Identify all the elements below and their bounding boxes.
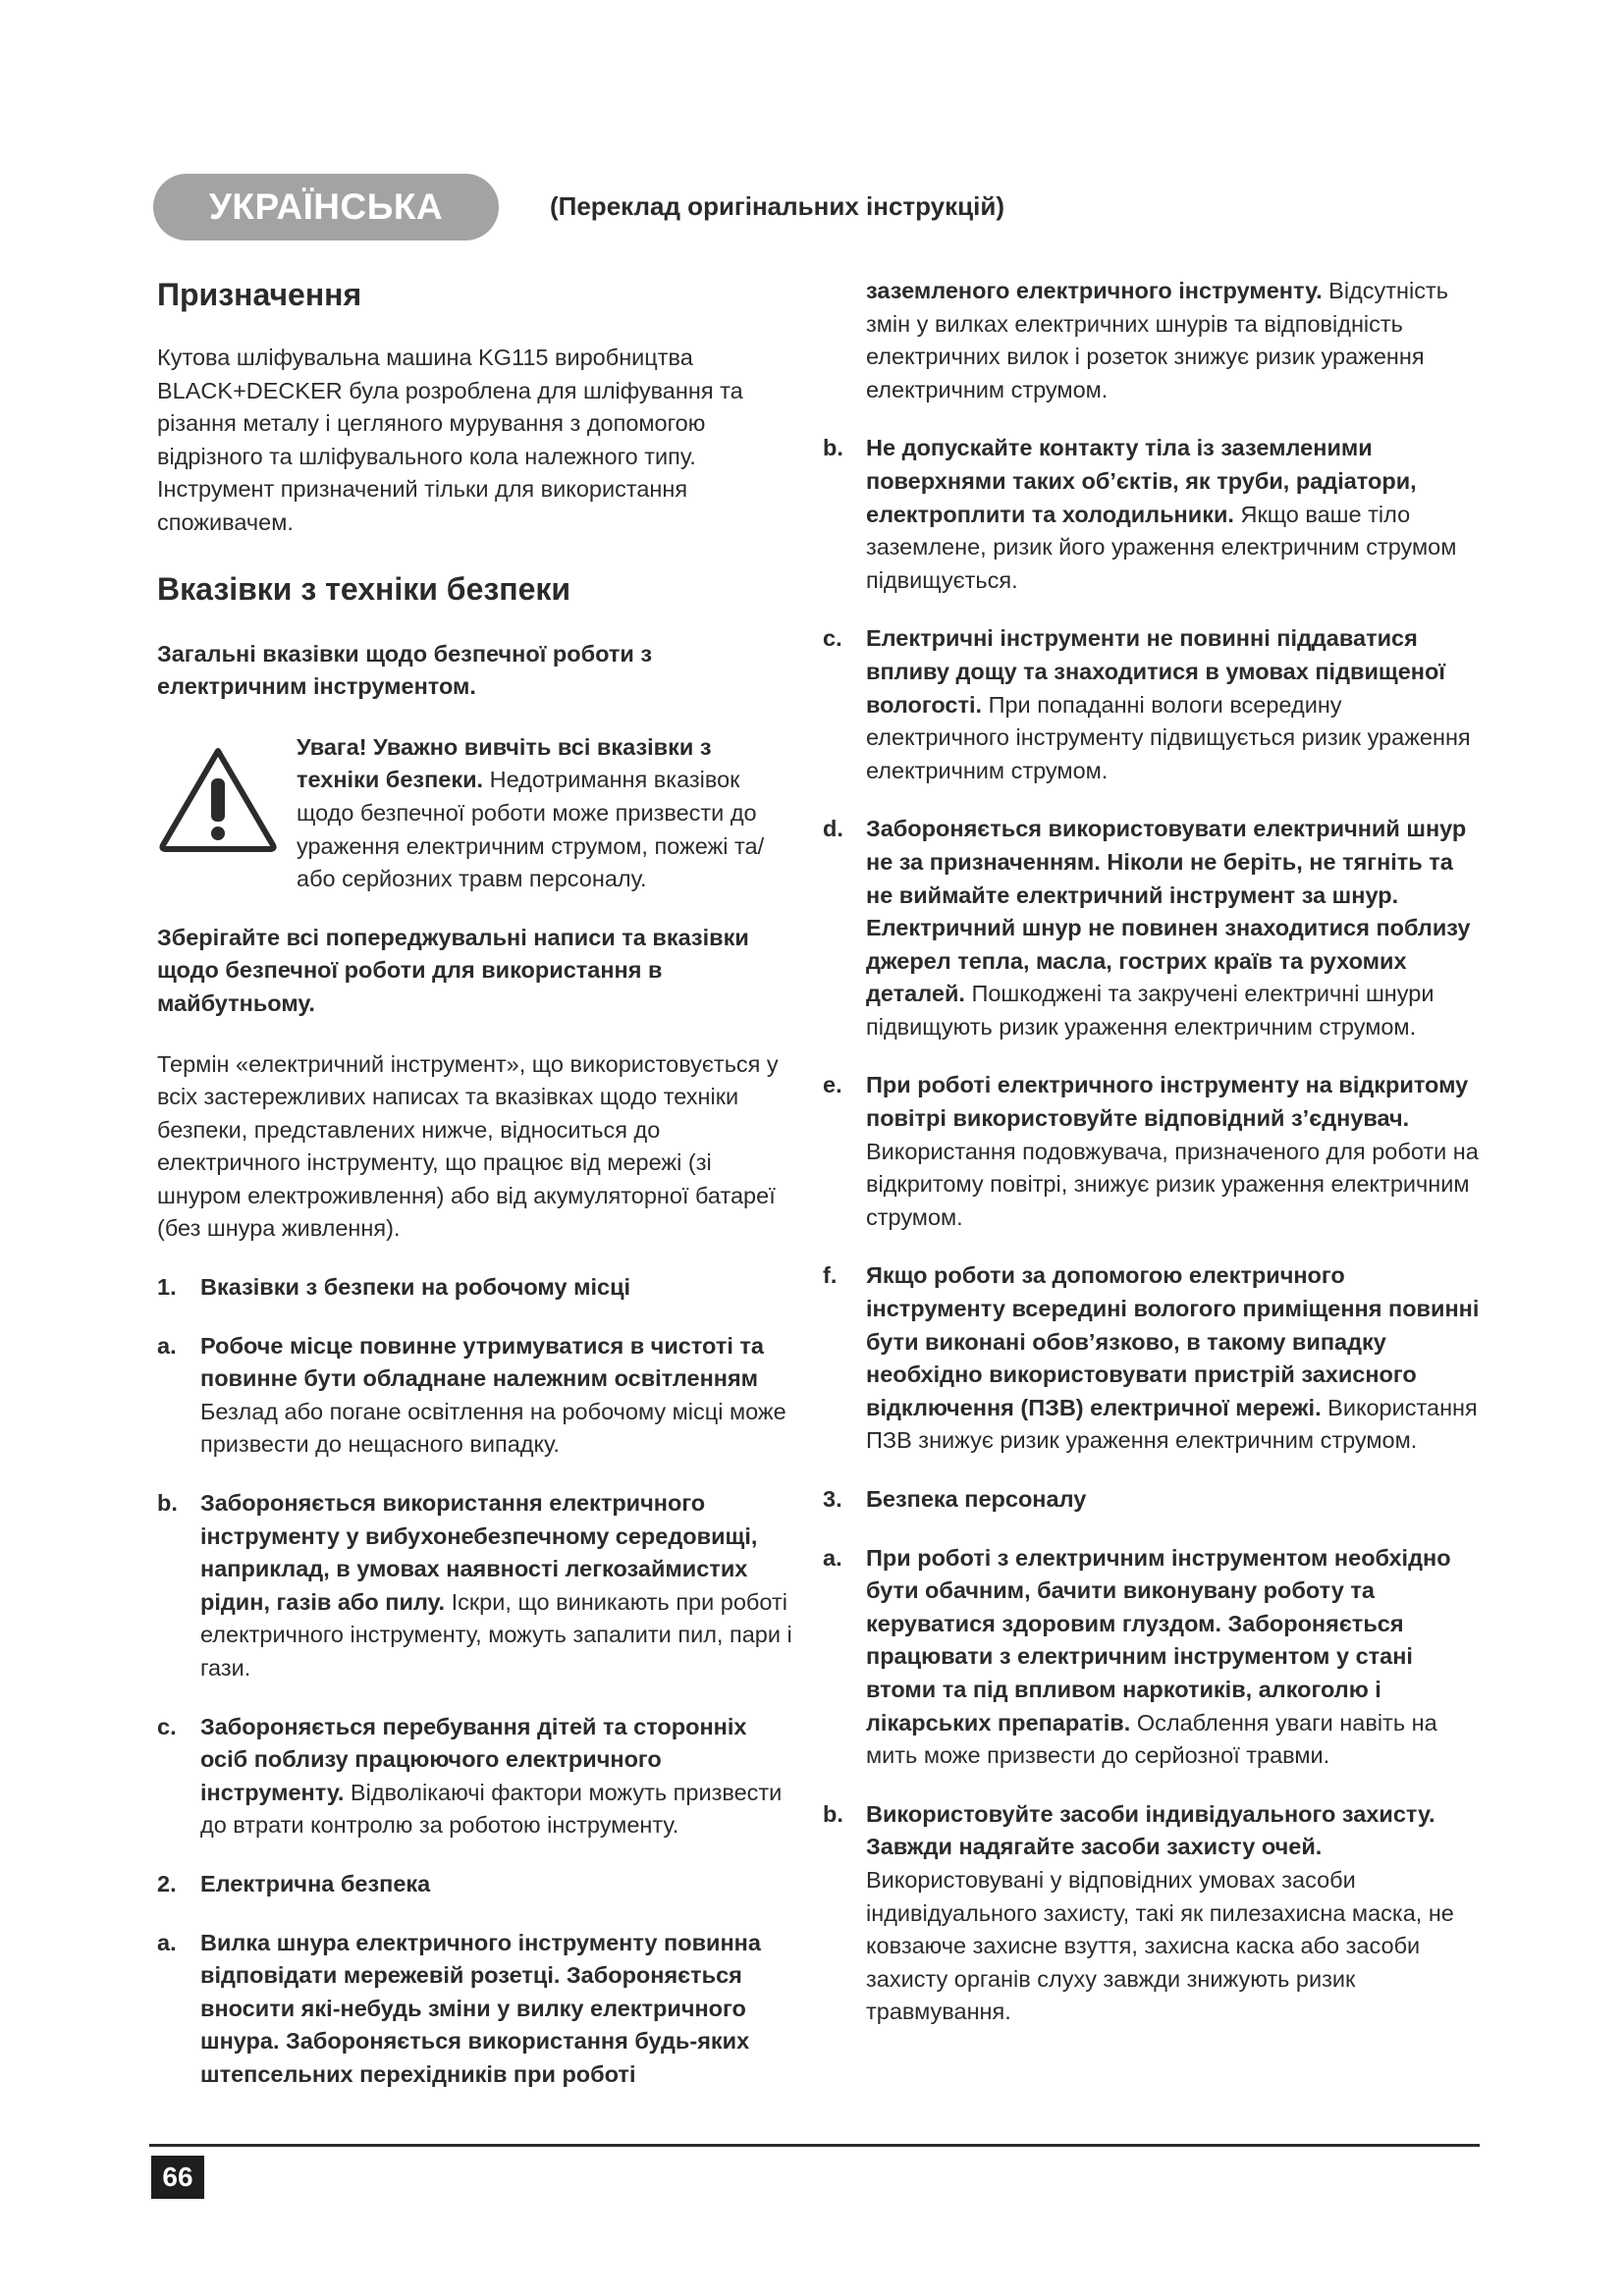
list-item: a. При роботі з електричним інструментом необхідно бути обачним, бачити виконувану роботу та керуватися здоровим глуздом. Забороняється працювати з електричним інструментом у стані втоми та під впливом наркотиків, алкоголю і лікарських препаратів. Ослаблення уваги навіть на мить може призвести до серйозної травми. — [823, 1544, 1451, 1769]
translation-subtitle: (Переклад оригінальних інструкцій) — [550, 191, 1004, 221]
list-item: b. Не допускайте контакту тіла із заземленими поверхнями таких об’єктів, як труби, радіатори, електроплити та холодильники. Якщо ваше тіло заземлене, ризик його ураження електричним струмом підвищується. — [823, 435, 1457, 593]
footer-divider — [149, 2144, 1480, 2147]
general-safety-title: Загальні вказівки щодо безпечної роботи з електричним інструментом. — [157, 640, 653, 700]
term-definition-text: Термін «електричний інструмент», що використовується у всіх застережливих написах та вказівках щодо техніки безпеки, представлених нижче, відноситься до електричного інструменту, що працює від мережі (зі шнуром електроживлення) або від акумуляторної батареї (без шнура живлення). — [157, 1050, 779, 1242]
keep-instructions-title: Зберігайте всі попереджувальні написи та вказівки щодо безпечної роботи для використання в майбутньому. — [157, 924, 749, 1016]
list-item: b. Використовуйте засоби індивідуального захисту. Завжди надягайте засоби захисту очей. Використовувані у відповідних умовах засоби індивідуального захисту, такі як пилезахисна маска, не ковзаюче захисне взуття, захисна каска або засоби захисту органів слуху завжди знижують ризик травмування. — [823, 1800, 1454, 2025]
purpose-text: Кутова шліфувальна машина KG115 виробництва BLACK+DECKER була розроблена для шліфування та різання металу і цегляного мурування з допомогою відрізного та шліфувального кола належного типу. Інструмент призначений тільки для використання споживачем. — [157, 345, 743, 535]
section-1-heading: 1. Вказівки з безпеки на робочому місці — [157, 1274, 631, 1301]
page-number: 66 — [151, 2156, 204, 2199]
left-column — [157, 275, 795, 2092]
list-item: c. Електричні інструменти не повинні піддаватися впливу дощу та знаходитися в умовах підвищеної вологості. При попаданні вологи всередину електричного інструменту підвищується ризик ураження електричним струмом. — [823, 625, 1471, 783]
list-item: d. Забороняється використовувати електричний шнур не за призначенням. Ніколи не беріть, не тягніть та не виймайте електричний інструмент за шнур. Електричний шнур не повинен знаходитися поблизу джерел тепла, масла, гострих країв та рухомих деталей. Пошкоджені та закручені електричні шнури підвищують ризик ураження електричним струмом. — [823, 816, 1471, 1040]
right-column — [823, 275, 1481, 2029]
list-item: e. При роботі електричного інструменту на відкритому повітрі використовуйте відповідний з’єднувач. Використання подовжувача, призначеного для роботи на відкритому повітрі, знижує ризик ураження електричним струмом. — [823, 1072, 1479, 1230]
list-item: a. Робоче місце повинне утримуватися в чистоті та повинне бути обладнане належним освітленням Безлад або погане освітлення на робочому місці може призвести до нещасного випадку. — [157, 1332, 786, 1458]
list-item: f. Якщо роботи за допомогою електричного інструменту всередині вологого приміщення повинні бути виконані обов’язково, в такому випадку необхідно використовувати пристрій захисного відключення (ПЗВ) електричної мережі. Використання ПЗВ знижує ризик ураження електричним струмом. — [823, 1262, 1480, 1454]
list-item-continued: заземленого електричного інструменту. Відсутність змін у вилках електричних шнурів та відповідність електричних вилок і розеток знижує ризик ураження електричним струмом. — [866, 278, 1448, 402]
list-item: a. Вилка шнура електричного інструменту повинна відповідати мережевій розетці. Забороняється вносити які-небудь зміни у вилку електричного шнура. Забороняється використання будь-яких штепсельних перехідників при роботі — [157, 1929, 761, 2087]
list-item: c. Забороняється перебування дітей та сторонніх осіб поблизу працюючого електричного інструменту. Відволікаючі фактори можуть призвести до втрати контролю за роботою інструменту. — [157, 1713, 783, 1839]
language-badge: УКРАЇНСЬКА — [153, 174, 499, 240]
warning-block — [157, 731, 795, 896]
warning-text: Увага! Уважно вивчіть всі вказівки з техніки безпеки. Недотримання вказівок щодо безпечної роботи може призвести до ураження електричним струмом, пожежі та/або серйозних травм персоналу. — [297, 733, 765, 892]
warning-triangle-icon — [157, 745, 279, 853]
list-item: b. Забороняється використання електричного інструменту у вибухонебезпечному середовищі, наприклад, в умовах наявності легкозаймистих рідин, газів або пилу. Іскри, що виникають при роботі електричного інструменту, можуть запалити пил, пари і гази. — [157, 1490, 792, 1681]
safety-heading: Вказівки з техніки безпеки — [157, 570, 571, 607]
purpose-heading: Призначення — [157, 277, 362, 312]
section-2-heading: 2. Електрична безпека — [157, 1870, 431, 1896]
section-3-heading: 3. Безпека персоналу — [823, 1486, 1087, 1512]
